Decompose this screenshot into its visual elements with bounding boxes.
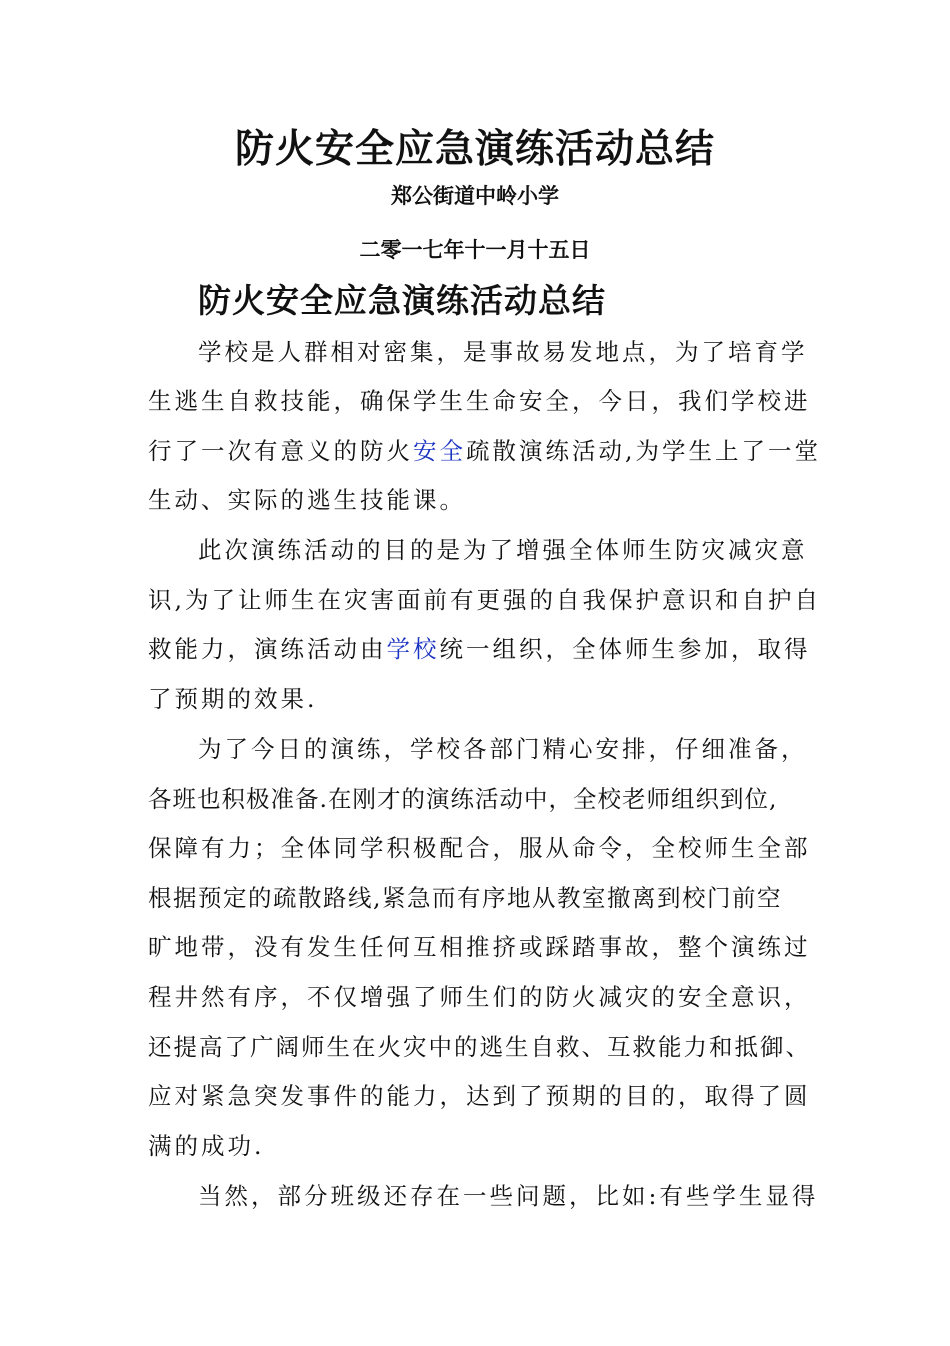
paragraph-line: 当然，部分班级还存在一些问题，比如:有些学生显得 (198, 1182, 819, 1210)
school-link[interactable]: 学校 (386, 635, 440, 663)
paragraph-line: 此次演练活动的目的是为了增强全体师生防灾减灾意 (198, 536, 808, 564)
paragraph-line: 生逃生自救技能，确保学生生命安全，今日，我们学校进 (148, 387, 811, 415)
text-span: 行了一次有意义的防火 (148, 437, 413, 465)
paragraph-line: 识,为了让师生在灾害面前有更强的自我保护意识和自护自 (148, 586, 821, 614)
text-span: 疏散演练活动,为学生上了一堂 (466, 437, 821, 465)
paragraph-line: 根据预定的疏散路线,紧急而有序地从教室撤离到校门前空 (148, 884, 782, 912)
document-title: 防火安全应急演练活动总结 (234, 126, 715, 172)
paragraph-line: 各班也积极准备.在刚才的演练活动中，全校老师组织到位, (148, 785, 778, 813)
text-span: 统一组织，全体师生参加，取得 (439, 635, 811, 663)
paragraph-line: 应对紧急突发事件的能力，达到了预期的目的，取得了圆 (148, 1082, 811, 1110)
paragraph-line: 生动、实际的逃生技能课。 (148, 486, 466, 514)
paragraph-line (148, 634, 811, 664)
paragraph-line (148, 436, 821, 466)
safety-link[interactable]: 安全 (413, 437, 466, 465)
section-heading: 防火安全应急演练活动总结 (198, 281, 606, 320)
school-name: 郑公街道中岭小学 (391, 183, 559, 208)
document-date: 二零一七年十一月十五日 (359, 237, 591, 262)
paragraph-line: 满的成功. (148, 1132, 265, 1160)
paragraph-line: 为了今日的演练，学校各部门精心安排，仔细准备， (198, 735, 808, 763)
paragraph-line: 还提高了广阔师生在火灾中的逃生自救、互救能力和抵御、 (148, 1033, 811, 1061)
paragraph-line: 旷地带，没有发生任何互相推挤或踩踏事故，整个演练过 (148, 933, 811, 961)
text-span: 救能力，演练活动由 (148, 635, 387, 663)
paragraph-line: 学校是人群相对密集，是事故易发地点，为了培育学 (198, 338, 808, 366)
paragraph-line: 了预期的效果. (148, 685, 318, 713)
paragraph-line: 保障有力；全体同学积极配合，服从命令，全校师生全部 (148, 834, 811, 862)
paragraph-line: 程井然有序，不仅增强了师生们的防火减灾的安全意识， (148, 983, 811, 1011)
